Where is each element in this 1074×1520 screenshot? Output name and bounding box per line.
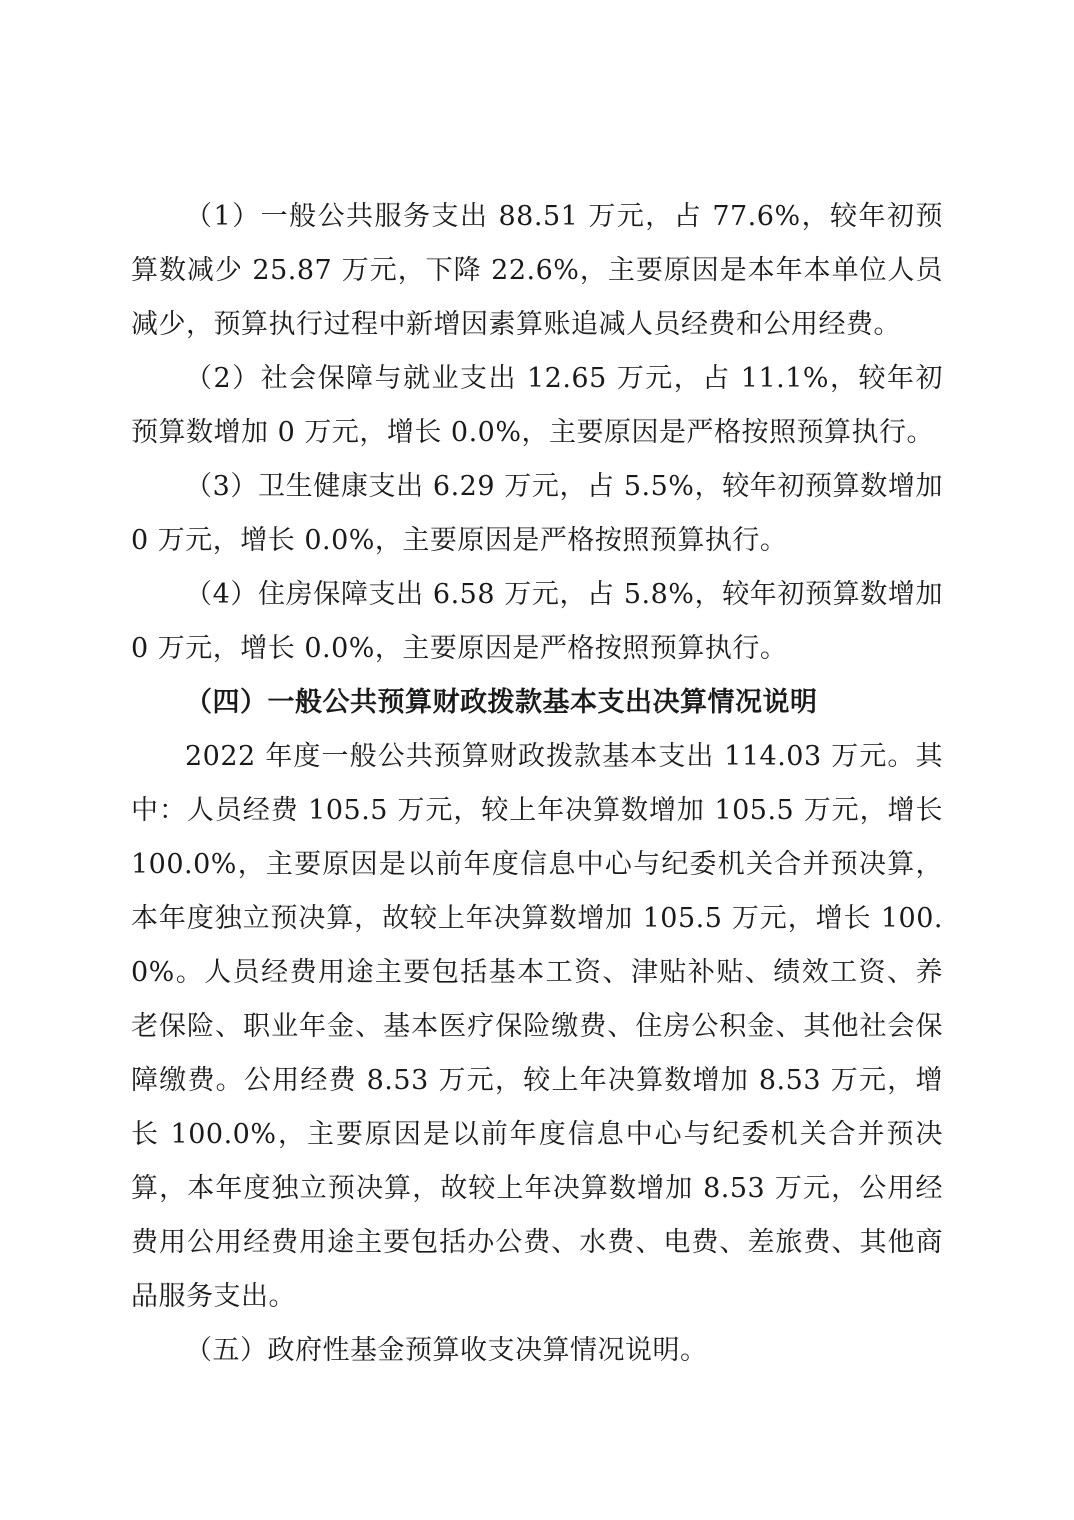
paragraph-general-public-services: （1）一般公共服务支出 88.51 万元，占 77.6%，较年初预算数减少 25.87 万元，下降 22.6%，主要原因是本年本单位人员减少，预算执行过程中新增因素算账追减人员经费和公用经费。	[131, 201, 943, 340]
paragraph-housing: （4）住房保障支出 6.58 万元，占 5.8%，较年初预算数增加 0 万元，增长 0.0%，主要原因是严格按照预算执行。	[131, 579, 943, 664]
section-heading-5: （五）政府性基金预算收支决算情况说明。	[185, 1335, 708, 1366]
paragraph-basic-expenditure: 2022 年度一般公共预算财政拨款基本支出 114.03 万元。其中：人员经费 105.5 万元，较上年决算数增加 105.5 万元，增长 100.0%，主要原因是以前年度信息中心与纪委机关合并预决算，本年度独立预决算，故较上年决算数增加 105.5 万元，增长 100.0%。人员经费用途主要包括基本工资、津贴补贴、绩效工资、养老保险、职业年金、基本医疗保险缴费、住房公积金、其他社会保障缴费。公用经费 8.53 万元，较上年决算数增加 8.53 万元，增长 100.0%，主要原因是以前年度信息中心与纪委机关合并预决算，本年度独立预决算，故较上年决算数增加 8.53 万元，公用经费用公用经费用途主要包括办公费、水费、电费、差旅费、其他商品服务支出。	[131, 741, 943, 1312]
paragraph-social-security: （2）社会保障与就业支出 12.65 万元，占 11.1%，较年初预算数增加 0 万元，增长 0.0%，主要原因是严格按照预算执行。	[131, 363, 943, 448]
paragraph-health: （3）卫生健康支出 6.29 万元，占 5.5%，较年初预算数增加 0 万元，增长 0.0%，主要原因是严格按照预算执行。	[131, 471, 943, 556]
document-body	[131, 190, 943, 1378]
section-heading-4: （四）一般公共预算财政拨款基本支出决算情况说明	[185, 687, 818, 718]
